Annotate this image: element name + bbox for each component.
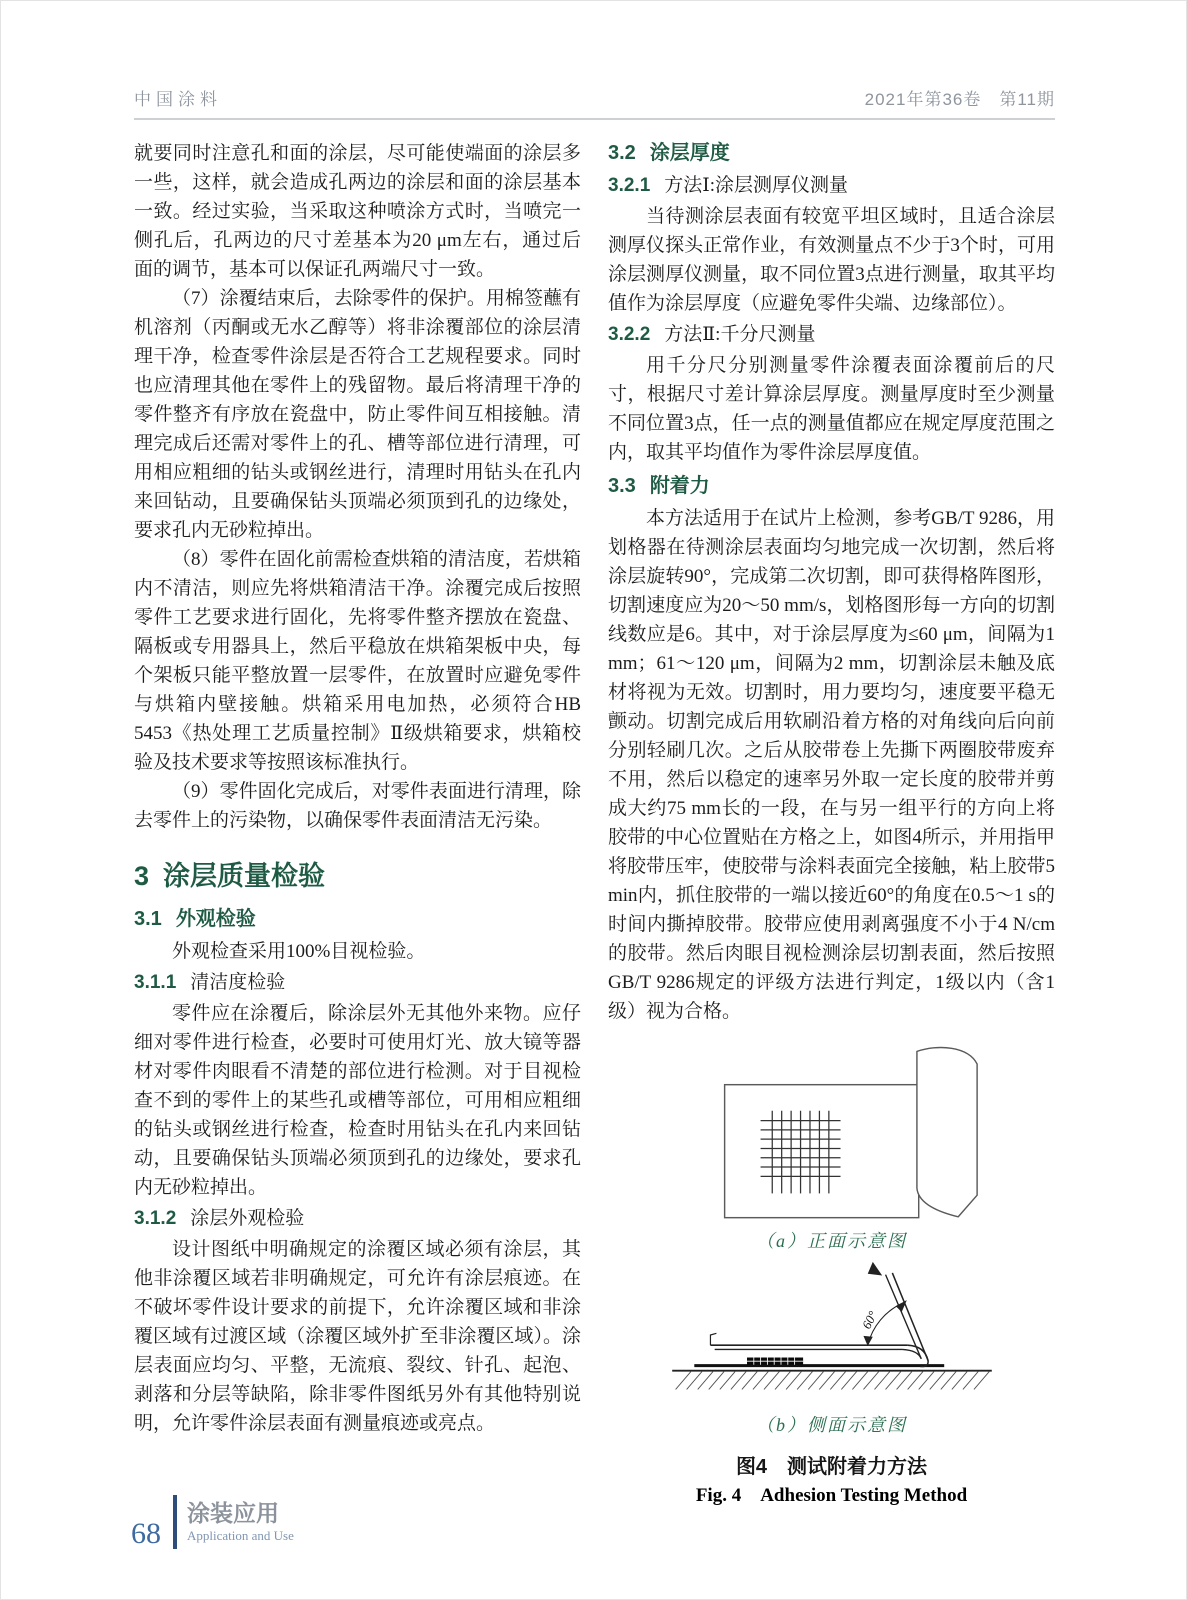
page-number: 68: [131, 1517, 161, 1550]
angle-label: 60°: [859, 1308, 880, 1332]
section-heading-3-1: [134, 905, 581, 934]
test-panel: [724, 1085, 918, 1218]
left-column: [134, 139, 581, 1510]
para-step-8: （8）零件在固化前需检查烘箱的清洁度，若烘箱内不清洁，则应先将烘箱清洁干净。涂覆完成后按照零件工艺要求进行固化，先将零件整齐摆放在瓷盘、隔板或专用器具上，然后平稳放在烘箱架板中央，每个架板只能平整放置一层零件，在放置时应避免零件与烘箱内壁接触。烘箱采用电加热，必须符合HB 5453《热处理工艺质量控制》Ⅱ级烘箱要求，烘箱校验及技术要求等按照该标准执行。: [134, 549, 581, 773]
page-footer: [131, 1495, 294, 1549]
para-visual-inspection: 外观检查采用100%目视检验。: [172, 941, 426, 962]
crosshatch-grid: [760, 1111, 840, 1194]
tape-strip: [710, 1273, 928, 1367]
section-heading-3-1-1: [134, 968, 581, 997]
section-number: 3.2: [608, 142, 636, 164]
para-micrometer: 用千分尺分别测量零件涂覆表面涂覆前后的尺寸，根据尺寸差计算涂层厚度。测量厚度时至少测量不同位置3点，任一点的测量值都应在规定厚度范围之内，取其平均值作为零件涂层厚度值。: [608, 355, 1055, 463]
para-step-7: （7）涂覆结束后，去除零件的保护。用棉签蘸有机溶剂（丙酮或无水乙醇等）将非涂覆部位的涂层清理干净，检查零件涂层是否符合工艺规程要求。同时也应清理其他在零件上的残留物。最后将清理干净的零件整齐有序放在瓷盘中，防止零件间互相接触。清理完成后还需对零件上的孔、槽等部位进行清理，可用相应粗细的钻头或钢丝进行，清理时用钻头在孔内来回钻动，且要确保钻头顶端必须顶到孔的边缘处，要求孔内无砂粒掉出。: [134, 288, 581, 541]
section-number: 3.1.2: [134, 1208, 177, 1229]
footer-section-block: [187, 1499, 294, 1545]
figure-title-en: Fig. 4 Adhesion Testing Method: [695, 1485, 968, 1506]
section-title: 涂层外观检验: [190, 1208, 305, 1229]
tape-end-tab: [710, 1333, 716, 1345]
article-body: [134, 139, 1055, 1510]
section-heading-3: [134, 859, 581, 893]
section-heading-3-2-1: [608, 171, 1055, 200]
section-number: 3.2.2: [608, 324, 651, 345]
para-coating-appearance: 设计图纸中明确规定的涂覆区域必须有涂层，其他非涂覆区域若非明确规定，可允许有涂层痕迹。在不破坏零件设计要求的前提下，允许涂覆区域和非涂覆区域有过渡区域（涂覆区域外扩至非涂覆区域）。涂层表面应均匀、平整，无流痕、裂纹、针孔、起泡、剥落和分层等缺陷，除非零件图纸另外有其他特别说明，允许零件涂层表面有测量痕迹或亮点。: [134, 1239, 581, 1434]
section-number: 3: [134, 861, 150, 891]
para-step-9: （9）零件固化完成后，对零件表面进行清理，除去零件上的污染物，以确保零件表面清洁无污染。: [134, 781, 581, 831]
pull-arrow: [867, 1262, 881, 1276]
journal-name: 中国涂料: [134, 90, 222, 109]
para-adhesion-test: 本方法适用于在试片上检测，参考GB/T 9286，用划格器在待测涂层表面均匀地完成一次切割，然后将涂层旋转90°，完成第二次切割，即可获得格阵图形，切割速度应为20～50 mm/s，划格图形每一方向的切割线数应是6。其中，对于涂层厚度为≤60 μm，间隔为1 mm；61～120 μm，间隔为2 mm，切割涂层未触及底材将视为无效。切割时，用力要均匀，速度要平稳无颤动。切割完成后用软刷沿着方格的对角线向后向前分别轻刷几次。之后从胶带卷上先撕下两圈胶带废弃不用，然后以稳定的速率另外取一定长度的胶带并剪成大约75 mm长的一段，在与另一组平行的方向上将胶带的中心位置贴在方格之上，如图4所示，并用指甲将胶带压牢，使胶带与涂料表面完全接触，粘上胶带5 min内，抓住胶带的一端以接近60°的角度在0.5～1 s的时间内撕掉胶带。胶带应使用剥离强度不小于4 N/cm的胶带。然后肉眼目视检测涂层切割表面，然后按照GB/T 9286规定的评级方法进行判定，1级以内（含1级）视为合格。: [608, 508, 1055, 1022]
cut-lattice-block: [747, 1358, 803, 1365]
section-heading-3-2-2: [608, 320, 1055, 349]
page-header: [134, 85, 1055, 120]
caption-front-view: （a）正面示意图: [756, 1231, 907, 1251]
section-title: 涂层厚度: [649, 142, 730, 164]
section-title: 方法Ⅰ:涂层测厚仪测量: [664, 175, 849, 196]
figure-4: [608, 1044, 1055, 1510]
footer-section-en: Application and Use: [187, 1528, 294, 1543]
para-cleanliness-check: 零件应在涂覆后，除涂层外无其他外来物。应仔细对零件进行检查，必要时可使用灯光、放大镜等器材对零件肉眼看不清楚的部位进行检测。对于目视检查不到的零件上的某些孔或槽等部位，可用相应粗细的钻头或钢丝进行检查，检查时用钻头在孔内来回钻动，且要确保钻头顶端必须顶到孔的边缘处，要求孔内无砂粒掉出。: [134, 1003, 581, 1198]
right-column: [608, 139, 1055, 1510]
section-title: 涂层质量检验: [163, 861, 326, 891]
peeled-tape-flap: [916, 1047, 976, 1216]
ground-hatching: [675, 1372, 989, 1390]
footer-section-zh: 涂装应用: [187, 1500, 279, 1526]
section-title: 外观检验: [175, 908, 256, 930]
section-number: 3.1: [134, 908, 162, 930]
figure-title-zh: 图4 测试附着力方法: [735, 1456, 928, 1478]
issue-info: 2021年第36卷 第11期: [864, 90, 1055, 109]
para-thickness-gauge: 当待测涂层表面有较宽平坦区域时，且适合涂层测厚仪探头正常作业，有效测量点不少于3个时，可用涂层测厚仪测量，取不同位置3点进行测量，取其平均值作为涂层厚度（应避免零件尖端、边缘部位）。: [608, 206, 1055, 314]
section-number: 3.2.1: [608, 175, 651, 196]
section-title: 清洁度检验: [190, 972, 286, 993]
footer-divider-bar: [173, 1495, 177, 1549]
adhesion-front-view-figure: [677, 1044, 987, 1226]
section-heading-3-3: [608, 472, 1055, 501]
section-title: 附着力: [649, 475, 710, 497]
section-number: 3.1.1: [134, 972, 177, 993]
section-heading-3-2: [608, 139, 1055, 168]
para-spray-continued: 就要同时注意孔和面的涂层，尽可能使端面的涂层多一些，这样，就会造成孔两边的涂层和面的涂层基本一致。经过实验，当采取这种喷涂方式时，当喷完一侧孔后，孔两边的尺寸差基本为20 μm左右，通过后面的调节，基本可以保证孔两端尺寸一致。: [134, 143, 581, 280]
caption-side-view: （b）侧面示意图: [756, 1415, 907, 1435]
adhesion-side-view-figure: [662, 1260, 1002, 1410]
section-title: 方法Ⅱ:千分尺测量: [664, 324, 816, 345]
section-number: 3.3: [608, 475, 636, 497]
section-heading-3-1-2: [134, 1204, 581, 1233]
